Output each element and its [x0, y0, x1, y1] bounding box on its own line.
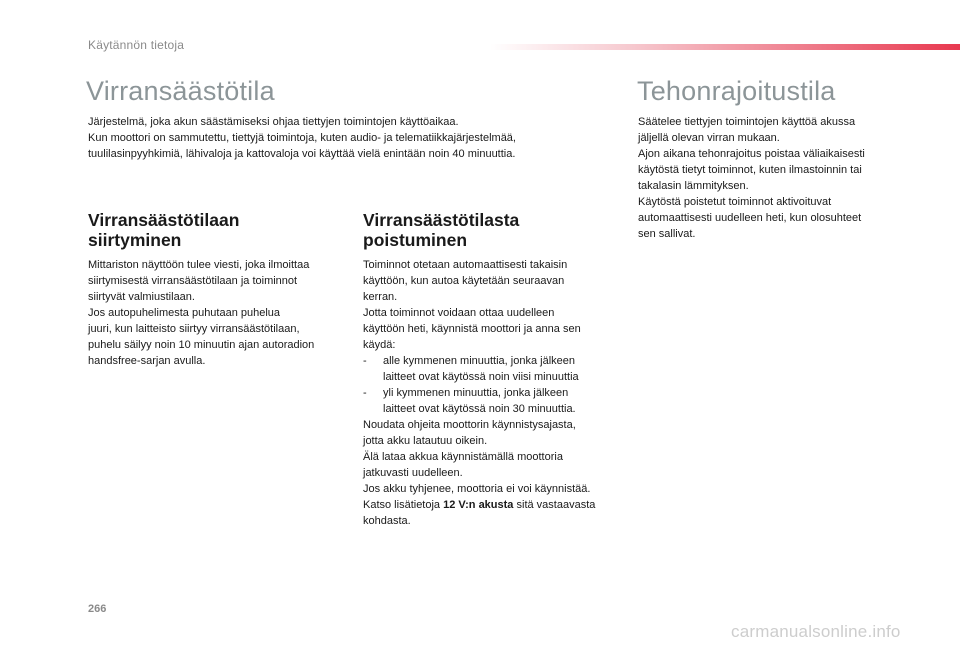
list-item: - alle kymmenen minuuttia, jonka jälkeen laitteet ovat käytössä noin viisi minuuttia [363, 355, 579, 383]
text-line: Älä lataa akkua käynnistämällä moottoria [363, 451, 563, 463]
list-dash: - [363, 355, 367, 367]
text-line: Säätelee tiettyjen toimintojen käyttöä akussa [638, 116, 856, 128]
enter-mode-heading: Virransäästötilaan siirtyminen [88, 210, 240, 250]
text-line: sen sallivat. [638, 228, 696, 240]
power-limit-title: Tehonrajoitustila [637, 76, 836, 106]
watermark: carmanualsonline.info [731, 622, 901, 641]
text-line: jotta akku latautuu oikein. [363, 435, 488, 447]
exit-mode-heading: Virransäästötilasta poistuminen [363, 210, 520, 250]
reference-line: Katso lisätietoja 12 V:n akusta sitä vastaavasta [363, 499, 596, 511]
text-line: siirtyvät valmiustilaan. [88, 291, 195, 303]
text-line: jäljellä olevan virran mukaan. [638, 132, 780, 144]
text-line: juuri, kun laitteisto siirtyy virransäästötilaan, [88, 323, 300, 335]
text-line: kerran. [363, 291, 398, 303]
exit-mode-text [363, 257, 623, 529]
text-line: Mittariston näyttöön tulee viesti, joka ilmoittaa [88, 259, 310, 271]
list-dash: - [363, 387, 367, 399]
text-line: käyttöön heti, käynnistä moottori ja anna sen [363, 323, 581, 335]
text-line: käytöstä tietyt toiminnot, kuten ilmastoinnin tai [638, 164, 862, 176]
text-line: automaattisesti uudelleen heti, kun olosuhteet [638, 212, 862, 224]
text-line: Käytöstä poistetut toiminnot aktivoituvat [638, 196, 832, 208]
text-line: Ajon aikana tehonrajoitus poistaa väliaikaisesti [638, 148, 865, 160]
header-accent-bar [490, 44, 960, 50]
intro-line: Kun moottori on sammutettu, tiettyjä toimintoja, kuten audio- ja telematiikkajärjestelmää, [88, 132, 516, 144]
power-limit-text [638, 114, 888, 242]
text-line: jatkuvasti uudelleen. [363, 467, 463, 479]
text-line: kohdasta. [363, 515, 411, 527]
text-line: Noudata ohjeita moottorin käynnistysajasta, [363, 419, 576, 431]
text-line: Jos autopuhelimesta puhutaan puhelua [88, 307, 281, 319]
text-line: Jotta toiminnot voidaan ottaa uudelleen [363, 307, 555, 319]
list-item: - yli kymmenen minuuttia, jonka jälkeen laitteet ovat käytössä noin 30 minuuttia. [363, 387, 576, 415]
text-line: takalasin lämmityksen. [638, 180, 749, 192]
page-number: 266 [88, 603, 107, 615]
intro-line: tuulilasinpyyhkimiä, lähivaloja ja kattovaloja voi käyttää vielä enintään noin 40 minuuttia. [88, 148, 516, 160]
power-saving-title: Virransäästötila [86, 76, 275, 106]
enter-mode-text [88, 257, 344, 369]
power-saving-intro [88, 114, 568, 162]
intro-line: Järjestelmä, joka akun säästämiseksi ohjaa tiettyjen toimintojen käyttöaikaa. [88, 116, 459, 128]
text-line: käydä: [363, 339, 396, 351]
text-line: Jos akku tyhjenee, moottoria ei voi käynnistää. [363, 483, 591, 495]
text-line: handsfree-sarjan avulla. [88, 355, 206, 367]
text-line: siirtymisestä virransäästötilaan ja toiminnot [88, 275, 298, 287]
section-label: Käytännön tietoja [88, 38, 185, 52]
battery-reference: 12 V:n akusta [443, 499, 514, 511]
text-line: Toiminnot otetaan automaattisesti takaisin [363, 259, 568, 271]
text-line: käyttöön, kun autoa käytetään seuraavan [363, 275, 565, 287]
text-line: puhelu säilyy noin 10 minuutin ajan autoradion [88, 339, 315, 351]
